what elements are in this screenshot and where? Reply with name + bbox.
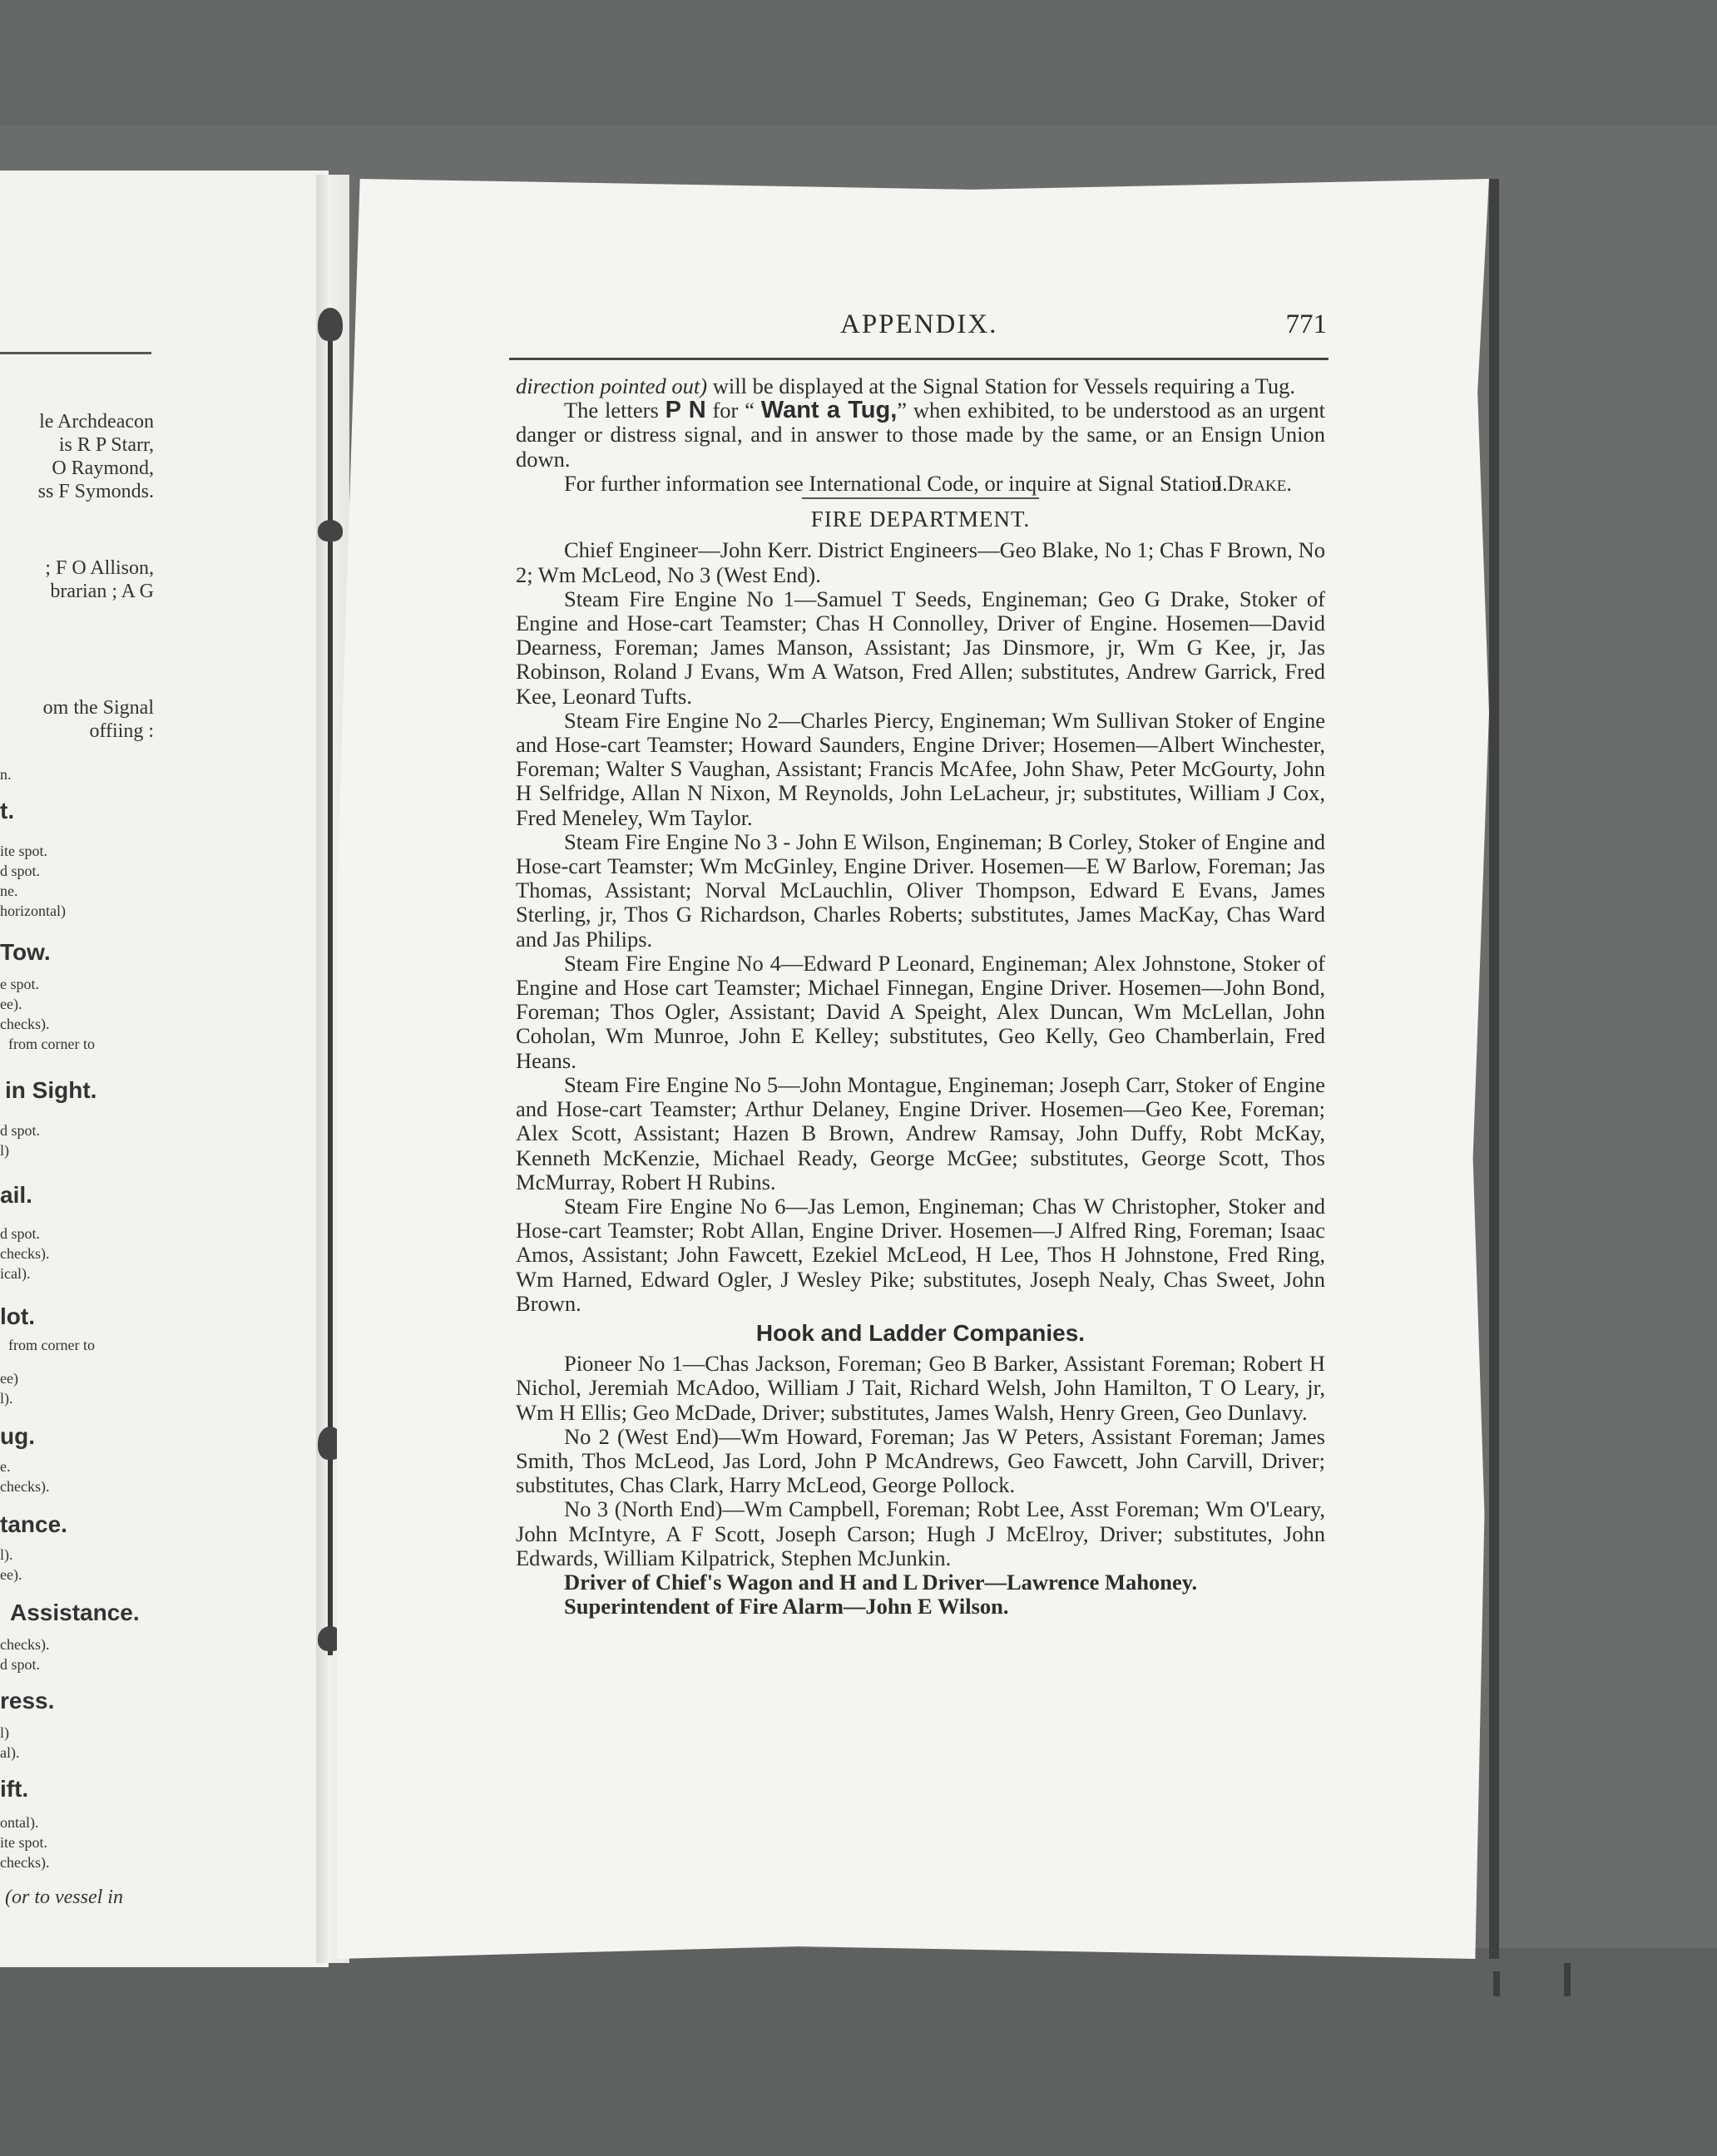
left-page-line: t.	[0, 798, 15, 823]
fire-department-title: FIRE DEPARTMENT.	[810, 507, 1031, 532]
binding-knot	[318, 520, 343, 541]
signature-row	[516, 472, 1325, 496]
left-page-line: ress.	[0, 1688, 55, 1713]
left-page-line: ite spot.	[0, 843, 47, 859]
left-page-line: checks).	[0, 1636, 50, 1653]
fire-engine-entry: Steam Fire Engine No 5—John Montague, Engineman; Joseph Carr, Stoker of Engine and Hose-cart Teamster; Arthur Delaney, Engine Driver. Hosemen—Geo Kee, Foreman; Alex Scott, Assistant; Hazen B Brown, Andrew Ramsay, John Duffy, Robt McKay, Kenneth McKenzie, Michael Ready, George McGee; substitutes, George Scott, Thos McMurray, Robert H Rubins.	[516, 1071, 1325, 1194]
left-page-line: Tow.	[0, 939, 51, 965]
left-page-line: d spot.	[0, 1225, 41, 1242]
left-page-line: ee)	[0, 1370, 18, 1387]
left-page-line: d spot.	[0, 1656, 41, 1673]
page-number: 771	[1285, 309, 1327, 339]
binding-knot	[318, 308, 343, 341]
page-title: APPENDIX.	[840, 309, 998, 339]
left-page-line: ail.	[0, 1182, 32, 1208]
left-page-line: from corner to	[8, 1036, 95, 1052]
section-divider	[802, 497, 1039, 499]
fire-engine-entry: Steam Fire Engine No 4—Edward P Leonard, Engineman; Alex Johnstone, Stoker of Engine and Hose cart Teamster; Michael Finnegan, Engine Driver. Hosemen—John Bond, Foreman; Thos Ogler, Assistant; David A Speight, Alex Duncan, Wm McLellan, John Coholan, Wm Munroe, John E Kelley; substitutes, Geo Kelly, Geo Chamberlain, Fred Heans.	[516, 950, 1325, 1073]
left-page-line: (or to vessel in	[5, 1886, 123, 1908]
left-page-line: e.	[0, 1458, 11, 1475]
hook-and-ladder-entries	[516, 1352, 1325, 1619]
header-rule	[509, 358, 1329, 360]
left-page-line: in Sight.	[5, 1077, 97, 1103]
scanner-background-bottom	[0, 1948, 1717, 2156]
left-page-line: om the Signal	[42, 697, 154, 719]
fire-engine-entry: Steam Fire Engine No 6—Jas Lemon, Engineman; Chas W Christopher, Stoker and Hose-cart Teamster; Robt Allan, Engine Driver. Hosemen—J Alfred Ring, Foreman; Isaac Amos, Assistant; John Fawcett, Ezekiel McLeod, H Lee, Thos H Johnstone, Fred Ring, Wm Harned, Edward Ogler, J Wesley Pike; substitutes, Joseph Nealy, Chas Sweet, John Brown.	[516, 1193, 1325, 1316]
further-info-paragraph: For further information see International Code, or inquire at Signal Station.	[564, 470, 1228, 496]
signal-letters: P N	[665, 397, 706, 424]
signature: J Drake.	[1213, 471, 1292, 497]
left-page-line: n.	[0, 766, 12, 783]
left-page-line: ite spot.	[0, 1834, 47, 1851]
left-page-line: checks).	[0, 1854, 50, 1871]
left-page-line: is R P Starr,	[58, 434, 154, 456]
left-page-line: l).	[0, 1546, 13, 1563]
page-body	[516, 374, 1325, 1619]
left-page-line: O Raymond,	[52, 457, 154, 479]
left-page-line: ift.	[0, 1776, 29, 1802]
left-page-line: from corner to	[8, 1337, 95, 1353]
left-page-header-rule	[0, 352, 151, 354]
intro-paragraph	[516, 374, 1325, 398]
fire-engine-entry: Steam Fire Engine No 1—Samuel T Seeds, Engineman; Geo G Drake, Stoker of Engine and Hose-cart Teamster; Chas H Connolley, Driver of Engine. Hosemen—David Dearness, Foreman; James Manson, Assistant; Jas Dinsmore, jr, Wm G Kee, jr, Jas Robinson, Roland J Evans, Wm A Watson, Fred Allen; substitutes, Andrew Garrick, Fred Kee, Leonard Tufts.	[516, 586, 1325, 709]
left-page-line: ee).	[0, 996, 22, 1012]
left-page-line: l)	[0, 1724, 9, 1741]
hook-and-ladder-title: Hook and Ladder Companies.	[755, 1319, 1086, 1346]
left-page-line: d spot.	[0, 863, 41, 879]
left-page-line: al).	[0, 1744, 20, 1761]
left-page-line: d spot.	[0, 1122, 41, 1139]
left-page-line: horizontal)	[0, 902, 66, 919]
ladder-company-entry: No 2 (West End)—Wm Howard, Foreman; Jas W Peters, Assistant Foreman; James Smith, Thos McLeod, Jas Lord, John P McAndrews, Geo Fawcett, John Carvill, Driver; substitutes, Chas Clark, Harry McLeod, George Pollock.	[516, 1423, 1325, 1498]
left-page-line: checks).	[0, 1478, 50, 1495]
page-header	[512, 309, 1327, 349]
page-edge-shadow	[1489, 179, 1499, 1959]
left-page-line: ical).	[0, 1265, 31, 1282]
scanner-mark	[1564, 1963, 1571, 1996]
want-a-tug: Want a Tug,	[760, 397, 898, 424]
left-page-line: lot.	[0, 1303, 35, 1329]
ladder-company-entry: No 3 (North End)—Wm Campbell, Foreman; Robt Lee, Asst Foreman; Wm O'Leary, John McIntyre, A F Scott, Joseph Carson; Hugh J McElroy, Driver; substitutes, John Edwards, William Kilpatrick, Stephen McJunkin.	[516, 1496, 1325, 1570]
left-page-line: checks).	[0, 1245, 50, 1262]
fire-department-entries	[516, 538, 1325, 1316]
left-page-line: ; F O Allison,	[45, 557, 154, 579]
scanner-background-top	[0, 0, 1717, 125]
left-page-line: l)	[0, 1142, 9, 1159]
left-page-line: Assistance.	[10, 1600, 140, 1625]
fire-engine-entry: Steam Fire Engine No 3 - John E Wilson, Engineman; B Corley, Stoker of Engine and Hose-cart Teamster; Wm McGinley, Engine Driver. Hosemen—E W Barlow, Foreman; Jas Thomas, Assistant; Norval McLauchlin, Oliver Thompson, Edward E Evans, James Sterling, jr, Thos G Richardson, Charles Roberts; substitutes, James MacKay, Chas Ward and Jas Philips.	[516, 828, 1325, 952]
left-page-line: tance.	[0, 1511, 67, 1537]
fire-engine-entry: Chief Engineer—John Kerr. District Engineers—Geo Blake, No 1; Chas F Brown, No 2; Wm McLeod, No 3 (West End).	[516, 537, 1325, 587]
tug-signal-paragraph: The letters P N for “ Want a Tug,” when exhibited, to be understood as an urgent danger or distress signal, and in answer to those made by the same, or an Ensign Union down.	[516, 397, 1326, 472]
left-page-line: brarian ; A G	[50, 581, 154, 602]
ladder-company-entry: Driver of Chief's Wagon and H and L Driver—Lawrence Mahoney.	[564, 1569, 1198, 1595]
intro-paragraph-text: will be displayed at the Signal Station for Vessels requiring a Tug.	[707, 373, 1295, 398]
left-page-line: le Archdeacon	[39, 411, 154, 433]
intro-italic-lead: direction pointed out)	[516, 373, 708, 398]
fire-engine-entry: Steam Fire Engine No 2—Charles Piercy, Engineman; Wm Sullivan Stoker of Engine and Hose-cart Teamster; Howard Saunders, Engine Driver; Hosemen—Albert Winchester, Foreman; Walter S Vaughan, Assistant; Francis McAfee, John Shaw, Peter McGourty, John H Selfridge, Allan N Nixon, M Reynolds, John LeLacheur, jr; substitutes, William J Cox, Fred Meneley, Wm Taylor.	[516, 707, 1325, 830]
left-page-line: ee).	[0, 1566, 22, 1583]
left-page-line: ss F Symonds.	[37, 481, 154, 502]
left-page-line: l).	[0, 1390, 13, 1407]
left-page-line: e spot.	[0, 976, 39, 992]
left-page-line: ontal).	[0, 1814, 39, 1831]
left-page-line: checks).	[0, 1016, 50, 1032]
ladder-company-entry: Pioneer No 1—Chas Jackson, Foreman; Geo B Barker, Assistant Foreman; Robert H Nichol, Jeremiah McAdoo, William J Tait, Richard Welsh, John Hamilton, T O Leary, jr, Wm H Ellis; Geo McDade, Driver; substitutes, James Walsh, Henry Green, Geo Dunlavy.	[516, 1351, 1325, 1425]
left-page-line: ne.	[0, 883, 18, 899]
left-page-line: ug.	[0, 1423, 35, 1449]
scanner-mark	[1493, 1971, 1500, 1996]
ladder-company-entry: Superintendent of Fire Alarm—John E Wilson.	[564, 1594, 1009, 1619]
left-page-line: offiing :	[89, 720, 154, 742]
